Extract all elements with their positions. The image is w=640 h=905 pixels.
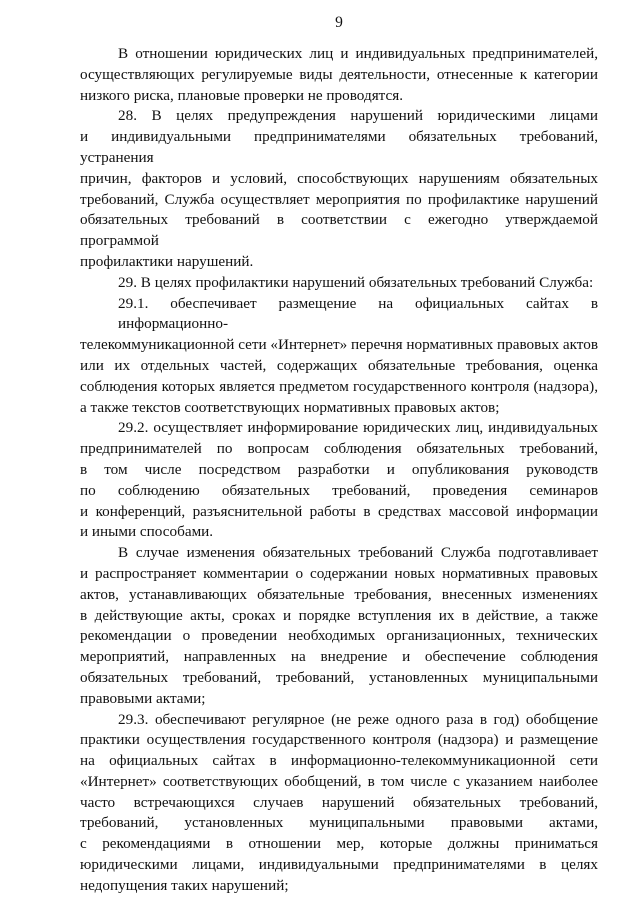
paragraph-6-line-4: в действующие акты, сроках и порядке вступления их в действие, а также bbox=[80, 606, 598, 624]
paragraph-2-line-4: требований, Служба осуществляет мероприятия по профилактике нарушений bbox=[80, 190, 598, 208]
paragraph-5-line-5: и конференций, разъяснительной работы в средствах массовой информации bbox=[80, 502, 598, 520]
paragraph-5-line-3: в том числе посредством разработки и опубликования руководств bbox=[80, 460, 598, 478]
paragraph-7-line-6: требований, установленных муниципальными правовыми актами, bbox=[80, 814, 598, 832]
paragraph-4-line-2: телекоммуникационной сети «Интернет» перечня нормативных правовых актов bbox=[80, 336, 598, 354]
paragraph-1-line-1: В отношении юридических лиц и индивидуальных предпринимателей, bbox=[118, 45, 598, 62]
paragraph-6-line-1: В случае изменения обязательных требований Служба подготавливает bbox=[118, 544, 598, 562]
paragraph-7-line-2: практики осуществления государственного контроля (надзора) и размещение bbox=[80, 731, 598, 749]
paragraph-6-line-7: обязательных требований, требований, установленных муниципальными bbox=[80, 668, 598, 686]
paragraph-6-line-5: рекомендации о проведении необходимых организационных, технических bbox=[80, 627, 598, 645]
paragraph-7-line-9: недопущения таких нарушений; bbox=[80, 876, 289, 894]
paragraph-7-line-3: на официальных сайтах в информационно-телекоммуникационной сети bbox=[80, 752, 598, 770]
paragraph-6-line-6: мероприятий, направленных на внедрение и обеспечение соблюдения bbox=[80, 648, 598, 666]
paragraph-6-line-3: актов, устанавливающих обязательные требования, внесенных изменениях bbox=[80, 585, 598, 603]
paragraph-7-line-7: с рекомендациями в отношении мер, которые должны приниматься bbox=[80, 835, 598, 853]
page-number: 9 bbox=[335, 14, 343, 31]
paragraph-4-line-3: или их отдельных частей, содержащих обязательные требования, оценка bbox=[80, 356, 598, 374]
paragraph-7-line-8: юридическими лицами, индивидуальными предпринимателями в целях bbox=[80, 856, 598, 874]
document-body bbox=[80, 44, 598, 897]
paragraph-1-line-2: осуществляющих регулируемые виды деятельности, отнесенные к категории bbox=[80, 65, 598, 83]
paragraph-2-line-2: и индивидуальными предпринимателями обязательных требований, устранения bbox=[80, 128, 598, 166]
paragraph-1-line-3: низкого риска, плановые проверки не проводятся. bbox=[80, 86, 404, 104]
paragraph-4-line-4: соблюдения которых является предметом государственного контроля (надзора), bbox=[80, 377, 598, 395]
paragraph-2-line-5: обязательных требований в соответствии с ежегодно утверждаемой программой bbox=[80, 211, 598, 250]
paragraph-7-line-5: часто встречающихся случаев нарушений обязательных требований, bbox=[80, 793, 598, 811]
paragraph-2-line-1: 28. В целях предупреждения нарушений юридическими лицами bbox=[118, 107, 598, 125]
paragraph-5-line-2: предпринимателей по вопросам соблюдения обязательных требований, bbox=[80, 440, 598, 458]
paragraph-7-line-4: «Интернет» соответствующих обобщений, в том числе с указанием наиболее bbox=[80, 772, 598, 790]
paragraph-5-line-6: и иными способами. bbox=[80, 523, 214, 541]
paragraph-5-line-4: по соблюдению обязательных требований, проведения семинаров bbox=[80, 481, 598, 499]
paragraph-3-line-1: 29. В целях профилактики нарушений обязательных требований Служба: bbox=[118, 273, 594, 291]
paragraph-4-line-5: а также текстов соответствующих нормативных правовых актов; bbox=[80, 398, 500, 416]
paragraph-7-line-1: 29.3. обеспечивают регулярное (не реже одного раза в год) обобщение bbox=[118, 710, 598, 728]
paragraph-4-line-1: 29.1. обеспечивает размещение на официальных сайтах в информационно- bbox=[118, 294, 598, 333]
paragraph-6-line-8: правовыми актами; bbox=[80, 689, 206, 707]
paragraph-5-line-1: 29.2. осуществляет информирование юридических лиц, индивидуальных bbox=[118, 419, 598, 437]
paragraph-6-line-2: и распространяет комментарии о содержании новых нормативных правовых bbox=[80, 564, 598, 582]
paragraph-2-line-6: профилактики нарушений. bbox=[80, 252, 254, 270]
paragraph-2-line-3: причин, факторов и условий, способствующих нарушениям обязательных bbox=[80, 169, 598, 187]
